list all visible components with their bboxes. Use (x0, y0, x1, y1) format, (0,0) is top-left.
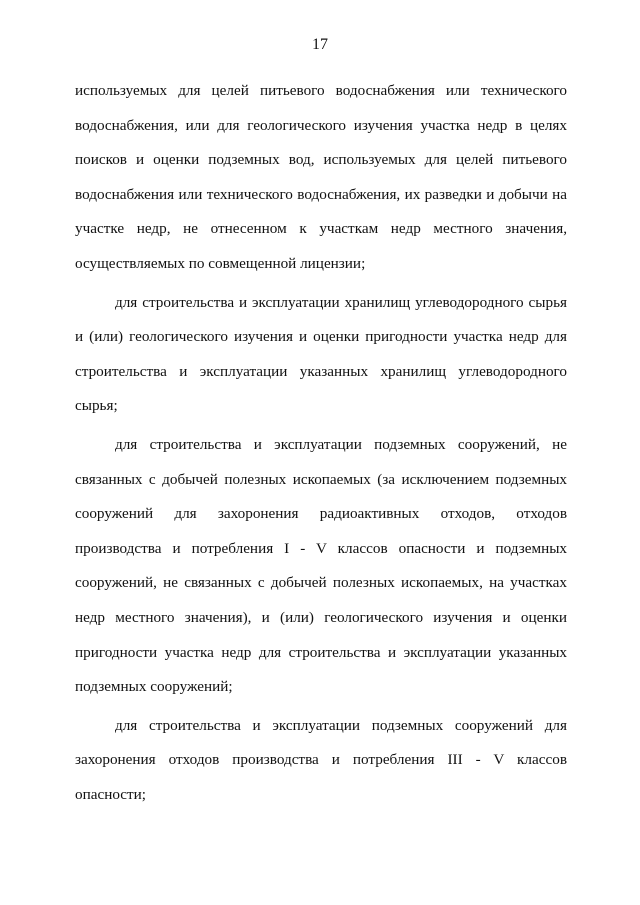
page-number: 17 (312, 36, 328, 53)
paragraph-hydrocarbon-storage: для строительства и эксплуатации хранилищ углеводородного сырья и (или) геологического изучения и оценки пригодности участка недр для строительства и эксплуатации указанных хранилищ углеводородного сырья; (75, 293, 567, 415)
paragraph-waste-disposal: для строительства и эксплуатации подземных сооружений для захоронения отходов производства и потребления III - V классов опасности; (75, 716, 567, 803)
document-body (75, 74, 567, 812)
paragraph-underground-structures: для строительства и эксплуатации подземных сооружений, не связанных с добычей полезных ископаемых (за исключением подземных сооружений для захоронения радиоактивных отходов, отходов производства и потребления I - V классов опасности и подземных сооружений, не связанных с добычей полезных ископаемых, на участках недр местного значения), и (или) геологического изучения и оценки пригодности участка недр для строительства и эксплуатации указанных подземных сооружений; (75, 435, 567, 696)
paragraph-continuation: используемых для целей питьевого водоснабжения или технического водоснабжения, или для геологического изучения участка недр в целях поисков и оценки подземных вод, используемых для целей питьевого водоснабжения или технического водоснабжения, их разведки и добычи на участке недр, не отнесенном к участкам недр местного значения, осуществляемых по совмещенной лицензии; (75, 82, 567, 272)
